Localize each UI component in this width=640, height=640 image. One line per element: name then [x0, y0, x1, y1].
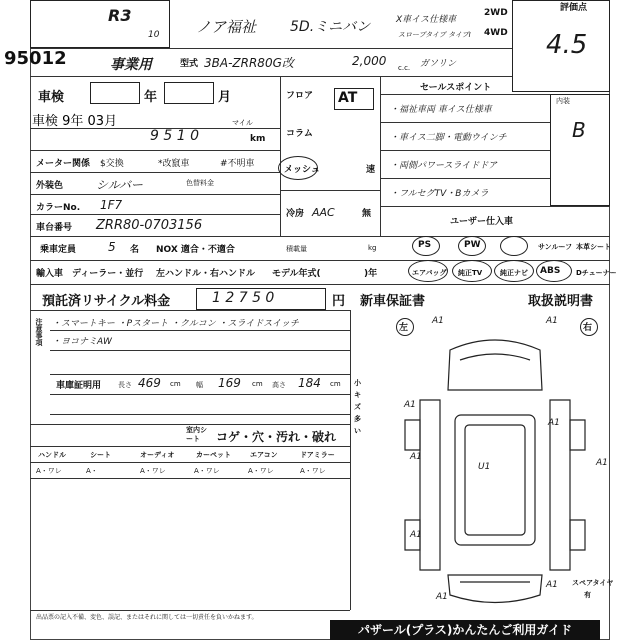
ir-val1: A・ワレ [36, 467, 62, 475]
equip-tv: 純正TV [458, 269, 483, 277]
interior-row-items: コゲ・穴・汚れ・破れ [216, 430, 337, 444]
trans-at: AT [338, 90, 358, 106]
sales-item-3: ・両側パワースライドドア [390, 161, 498, 171]
dims-width-label: 幅 [196, 381, 203, 389]
diagram-right: 右 [583, 323, 593, 333]
row-line [30, 610, 350, 611]
import-handle: 左ハンドル・右ハンドル [156, 269, 256, 279]
grade2: スロープタイプ タイプⅠ [398, 31, 471, 39]
row-line [50, 330, 350, 331]
load-label: 積載量 [286, 245, 307, 253]
row-line [50, 394, 350, 395]
col-line [380, 76, 381, 236]
side-label-4: 多 [354, 415, 361, 423]
col-line [350, 310, 351, 610]
model-type-label: 型式 [180, 59, 199, 69]
inspection-month-box [164, 82, 214, 104]
notes-line1: ・スマートキー ・Pスタート ・クルコン ・スライドスイッチ [52, 319, 299, 329]
ir-handle: ハンドル [38, 451, 66, 459]
recycle-unit: 円 [332, 294, 346, 309]
capacity-unit: 名 [130, 245, 140, 255]
capacity-label: 乗車定員 [40, 245, 77, 255]
row-line [30, 214, 280, 215]
meter-opt3: #不明車 [220, 159, 255, 169]
mark-8: A1 [436, 592, 448, 602]
model-name: ノア福祉 [196, 18, 257, 36]
side-label-1: 小 [354, 379, 361, 387]
equip-blank-circle [500, 236, 528, 256]
equip-leather: 本革シート [576, 243, 611, 251]
speed-label: 速 [366, 165, 376, 175]
ir-val4: A・ワレ [194, 467, 220, 475]
score-label: 評価点 [560, 3, 588, 13]
mark-9: A1 [546, 580, 558, 590]
model-code: 3BA-ZRR80G改 [204, 56, 294, 70]
color-code: 1F7 [100, 198, 123, 212]
row-line [280, 190, 380, 191]
meter-label: メーター関係 [36, 159, 91, 169]
row-line [380, 122, 550, 123]
interior-label: 内装 [556, 97, 570, 105]
notes-label: 注意事項 [35, 318, 43, 346]
equip-dtuner: Dチューナー [576, 269, 617, 277]
trans-floor: フロア [286, 91, 314, 101]
color-label: 外装色 [36, 181, 64, 191]
mileage-value: 9 5 1 0 [150, 128, 199, 144]
aircon-value: AAC [312, 206, 335, 219]
row-line [30, 48, 512, 49]
sales-title: セールスポイント [420, 83, 492, 93]
mark-2: A1 [546, 316, 558, 326]
equip-nav: 純正ナビ [500, 269, 528, 277]
ir-val3: A・ワレ [140, 467, 166, 475]
col-line [280, 76, 281, 236]
inspection-value: 車検 9年 03月 [32, 114, 118, 129]
sales-item-4: ・フルセグTV・Bカメラ [390, 189, 489, 199]
mark-7: U1 [478, 462, 491, 472]
row-line [380, 178, 550, 179]
displacement: 2,000 [352, 54, 387, 68]
mark-6: A1 [596, 458, 608, 468]
mileage-unit-km: km [250, 134, 266, 144]
equip-airbag: エアバッグ [412, 269, 447, 277]
year-box [30, 0, 170, 48]
sales-item-1: ・福祉車両 車イス仕様車 [390, 105, 492, 115]
ir-aircon: エアコン [250, 451, 278, 459]
dims-unit-1: cm [170, 380, 181, 388]
side-label-5: い [354, 427, 361, 435]
row-line [30, 462, 350, 463]
manual: 取扱説明書 [528, 294, 594, 309]
interior-box [550, 94, 610, 206]
aircon-label: 冷房 [286, 209, 305, 219]
mileage-unit-mile: マイル [232, 119, 253, 127]
usage-label: 事業用 [110, 57, 152, 73]
chassis-value: ZRR80-0703156 [96, 218, 203, 233]
row-line [30, 478, 350, 479]
kg-label: kg [368, 244, 377, 252]
drive-2wd: 2WD [484, 8, 508, 18]
nox: NOX 適合・不適合 [156, 245, 235, 255]
ir-val2: A・ [86, 467, 98, 475]
row-line [50, 414, 350, 415]
fuel: ガソリン [420, 59, 457, 69]
chassis-label: 車台番号 [36, 223, 73, 233]
row-line [30, 150, 280, 151]
dims-length-label: 長さ [118, 381, 132, 389]
row-line [380, 206, 610, 207]
meter-opt1: $交換 [100, 159, 124, 169]
import-model-year: モデル年式( [272, 269, 321, 279]
ir-mirror: ドアミラー [300, 451, 335, 459]
row-line [30, 172, 280, 173]
row-line [30, 284, 610, 285]
dims-unit-2: cm [252, 380, 263, 388]
equip-sunroof: サンルーフ [538, 243, 573, 251]
sales-item-2: ・車イス二脚・電動ウインチ [390, 133, 507, 143]
side-label-2: キ [354, 391, 361, 399]
ir-val6: A・ワレ [300, 467, 326, 475]
ir-val5: A・ワレ [248, 467, 274, 475]
mark-10: A1 [410, 530, 422, 540]
disclaimer: 出品票の記入不備、変色、誤記、またはそれに関しては一切責任を負いかねます。 [36, 614, 258, 621]
grade: X車イス仕様車 [396, 15, 457, 25]
dims-length: 469 [138, 376, 161, 390]
inspection-year-box [90, 82, 140, 104]
notes-line2: ・ヨコナミAW [52, 337, 112, 347]
year-sub: 10 [148, 30, 160, 40]
row-line [380, 94, 550, 95]
equip-ps: PS [418, 240, 432, 250]
trans-mesh: メッシュ [284, 165, 320, 175]
spare-label: スペアタイヤ [572, 579, 614, 587]
row-line [30, 194, 280, 195]
dims-unit-3: cm [330, 380, 341, 388]
row-line [30, 424, 350, 425]
footer-banner[interactable]: パザール(プラス)かんたんご利用ガイド [330, 620, 600, 640]
recycle-label: 預託済リサイクル料金 [42, 294, 171, 309]
import-label: 輸入車 [36, 269, 64, 279]
score-value: 4.5 [546, 30, 588, 60]
diagram-left: 左 [399, 323, 409, 333]
color-code-label: カラーNo. [36, 203, 81, 213]
cc-label: c.c. [398, 64, 411, 72]
interior-row-label: 室内シート [186, 426, 207, 443]
inspection-label: 車検 [38, 90, 65, 105]
year-code: R3 [108, 6, 132, 25]
equip-abs: ABS [540, 266, 561, 276]
drive-4wd: 4WD [484, 28, 508, 38]
trans-column: コラム [286, 129, 313, 139]
interior-grade: B [572, 118, 586, 142]
recycle-amount: 1 2 7 5 0 [212, 290, 275, 306]
dims-height-label: 高さ [272, 381, 286, 389]
side-label-3: ズ [354, 403, 361, 411]
inspection-year-unit: 年 [144, 90, 158, 105]
lot-number: 95012 [4, 48, 67, 69]
car-diagram [380, 320, 610, 610]
ir-seat: シート [90, 451, 111, 459]
color-value: シルバー [96, 178, 143, 192]
row-line [50, 350, 350, 351]
user-import: ユーザー仕入車 [450, 217, 514, 227]
equip-pw: PW [464, 240, 481, 250]
row-line [30, 76, 512, 77]
mark-3: A1 [404, 400, 416, 410]
inspection-month-unit: 月 [218, 90, 232, 105]
dims-height: 184 [298, 376, 321, 390]
mark-5: A1 [410, 452, 422, 462]
mark-4: A1 [548, 418, 560, 428]
color-note: 色替料金 [186, 179, 214, 187]
ir-carpet: カーペット [196, 451, 231, 459]
mark-1: A1 [432, 316, 444, 326]
body-type: 5D.ミニバン [290, 19, 371, 35]
row-line [380, 150, 550, 151]
warranty: 新車保証書 [360, 294, 426, 309]
row-line [30, 446, 350, 447]
row-line [30, 310, 350, 311]
ir-audio: オーディオ [140, 451, 175, 459]
row-line [50, 374, 350, 375]
spare-sub: 有 [584, 591, 591, 599]
aircon-none: 無 [362, 209, 372, 219]
capacity-value: 5 [108, 240, 116, 254]
dims-width: 169 [218, 376, 241, 390]
row-line [30, 236, 610, 237]
import-dealer: ディーラー・並行 [72, 269, 144, 279]
import-model-year-close: )年 [364, 269, 378, 279]
meter-opt2: *改竄車 [158, 159, 190, 169]
dims-label: 車庫証明用 [56, 381, 102, 391]
